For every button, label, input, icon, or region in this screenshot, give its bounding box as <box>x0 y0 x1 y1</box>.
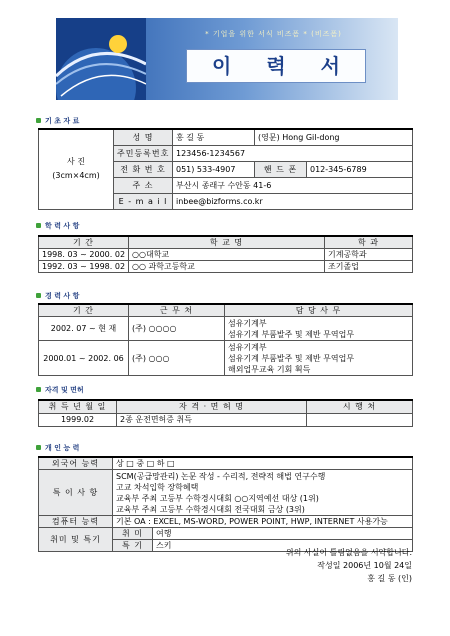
address-label: 주 소 <box>114 177 173 193</box>
language-label: 외국어 능력 <box>39 457 113 470</box>
career-duties[interactable] <box>225 317 413 341</box>
license-name[interactable]: 2종 운전면허증 취득 <box>117 413 307 426</box>
section-heading-career: 경 력 사 항 <box>36 291 79 302</box>
bullet-icon <box>36 387 41 392</box>
phone-label: 전 화 번 호 <box>114 161 173 177</box>
banner-slogan: * 기업을 위한 서식 비즈폼 * (비즈폼) <box>205 30 342 38</box>
mobile-label: 핸 드 폰 <box>255 161 307 177</box>
career-header-company: 근 무 처 <box>129 304 225 317</box>
list-item: 고교 차석입학 장학혜택 <box>116 482 199 492</box>
table-row <box>39 341 413 376</box>
career-header-period: 기 간 <box>39 304 129 317</box>
email-value[interactable]: inbee@bizforms.co.kr <box>173 193 413 209</box>
duty-line: 섬유기계부 <box>228 342 267 352</box>
section-heading-personal: 개 인 능 력 <box>36 443 79 454</box>
duty-line: 섬유기계부 <box>228 318 267 328</box>
career-period[interactable]: 2002. 07 ~ 현 재 <box>39 317 129 341</box>
bullet-icon <box>36 445 41 450</box>
education-school[interactable]: ○○ 과학고등학교 <box>129 261 325 273</box>
license-header-name: 자 격 · 면 허 명 <box>117 400 307 413</box>
computer-value[interactable]: 기본 OA : EXCEL, MS-WORD, POWER POINT, HWP, INTERNET 사용가능 <box>113 516 413 528</box>
career-company[interactable]: (주) ○○○○ <box>129 317 225 341</box>
id-value[interactable]: 123456-1234567 <box>173 145 413 161</box>
license-date[interactable]: 1999.02 <box>39 413 117 426</box>
list-item: 교육부 주최 고등부 수학경시대회 ○○지역예선 대상 (1위) <box>116 493 319 503</box>
table-row <box>39 261 413 273</box>
skill-value[interactable]: 스키 <box>153 540 413 552</box>
name-value[interactable]: 홍 길 동 <box>173 129 255 145</box>
hobby-value[interactable]: 여행 <box>153 528 413 540</box>
special-items[interactable] <box>113 470 413 516</box>
duty-line: 섬유기계 부품발주 및 제반 무역업무 <box>228 329 355 339</box>
photo-label: 사 진 <box>67 157 85 167</box>
education-period[interactable]: 1998. 03 ~ 2000. 02 <box>39 249 129 261</box>
career-company[interactable]: (주) ○○○ <box>129 341 225 376</box>
education-major[interactable]: 조기졸업 <box>325 261 413 273</box>
section-heading-license: 자격 및 면허 <box>36 385 84 396</box>
title-box <box>186 49 366 83</box>
education-header-major: 학 과 <box>325 236 413 249</box>
education-table <box>38 235 413 273</box>
education-major[interactable]: 기계공학과 <box>325 249 413 261</box>
table-row <box>39 249 413 261</box>
globe-orbit-icon <box>56 18 146 100</box>
section-heading-basic: 기 초 자 료 <box>36 116 79 127</box>
duty-line: 섬유기계 부품발주 및 제반 무역업무 <box>228 353 355 363</box>
phone-value[interactable]: 051) 533-4907 <box>173 161 255 177</box>
header-banner <box>56 18 398 100</box>
duty-line: 해외업무교육 기회 획득 <box>228 364 311 374</box>
career-duties[interactable] <box>225 341 413 376</box>
photo-size-label: (3cm×4cm) <box>52 171 100 181</box>
license-table <box>38 399 413 427</box>
career-period[interactable]: 2000.01 ~ 2002. 06 <box>39 341 129 376</box>
bullet-icon <box>36 223 41 228</box>
written-date: 작성일 2006년 10월 24일 <box>317 561 412 570</box>
language-value[interactable]: 상 □ 중 □ 하 □ <box>113 457 413 470</box>
photo-box[interactable] <box>39 129 114 209</box>
basic-info-table <box>38 128 413 210</box>
table-row <box>39 317 413 341</box>
personal-table <box>38 456 413 552</box>
pledge-statement: 위의 사실이 틀림없음을 서약합니다. <box>285 548 412 557</box>
address-value[interactable]: 부산시 종래구 수안동 41-6 <box>173 177 413 193</box>
name-label: 성 명 <box>114 129 173 145</box>
skill-sublabel: 특 기 <box>113 540 153 552</box>
special-label: 특 이 사 항 <box>39 470 113 516</box>
career-header-duties: 담 당 사 무 <box>225 304 413 317</box>
email-label: E - m a i l <box>114 193 173 209</box>
computer-label: 컴퓨터 능력 <box>39 516 113 528</box>
license-header-issuer: 시 행 처 <box>307 400 413 413</box>
bullet-icon <box>36 118 41 123</box>
signer-name: 홍 길 동 (인) <box>367 574 412 583</box>
hobby-label: 취미 및 특기 <box>39 528 113 552</box>
education-header-period: 기 간 <box>39 236 129 249</box>
english-name-value[interactable]: (영문) Hong Gil-dong <box>255 129 413 145</box>
education-header-school: 학 교 명 <box>129 236 325 249</box>
career-table <box>38 303 413 376</box>
table-row <box>39 413 413 426</box>
bullet-icon <box>36 293 41 298</box>
license-header-date: 취 득 년 월 일 <box>39 400 117 413</box>
id-label: 주민등록번호 <box>114 145 173 161</box>
mobile-value[interactable]: 012-345-6789 <box>307 161 413 177</box>
education-school[interactable]: ○○대학교 <box>129 249 325 261</box>
section-heading-education: 학 력 사 항 <box>36 221 79 232</box>
page-title: 이 력 서 <box>212 54 354 78</box>
list-item: SCM(공급망관리) 논문 작성 - 수리적, 전략적 해법 연구수행 <box>116 471 326 481</box>
license-issuer[interactable] <box>307 413 413 426</box>
list-item: 교육부 주최 고등부 수학경시대회 전국대회 금상 (3위) <box>116 504 305 514</box>
hobby-sublabel: 취 미 <box>113 528 153 540</box>
education-period[interactable]: 1992. 03 ~ 1998. 02 <box>39 261 129 273</box>
